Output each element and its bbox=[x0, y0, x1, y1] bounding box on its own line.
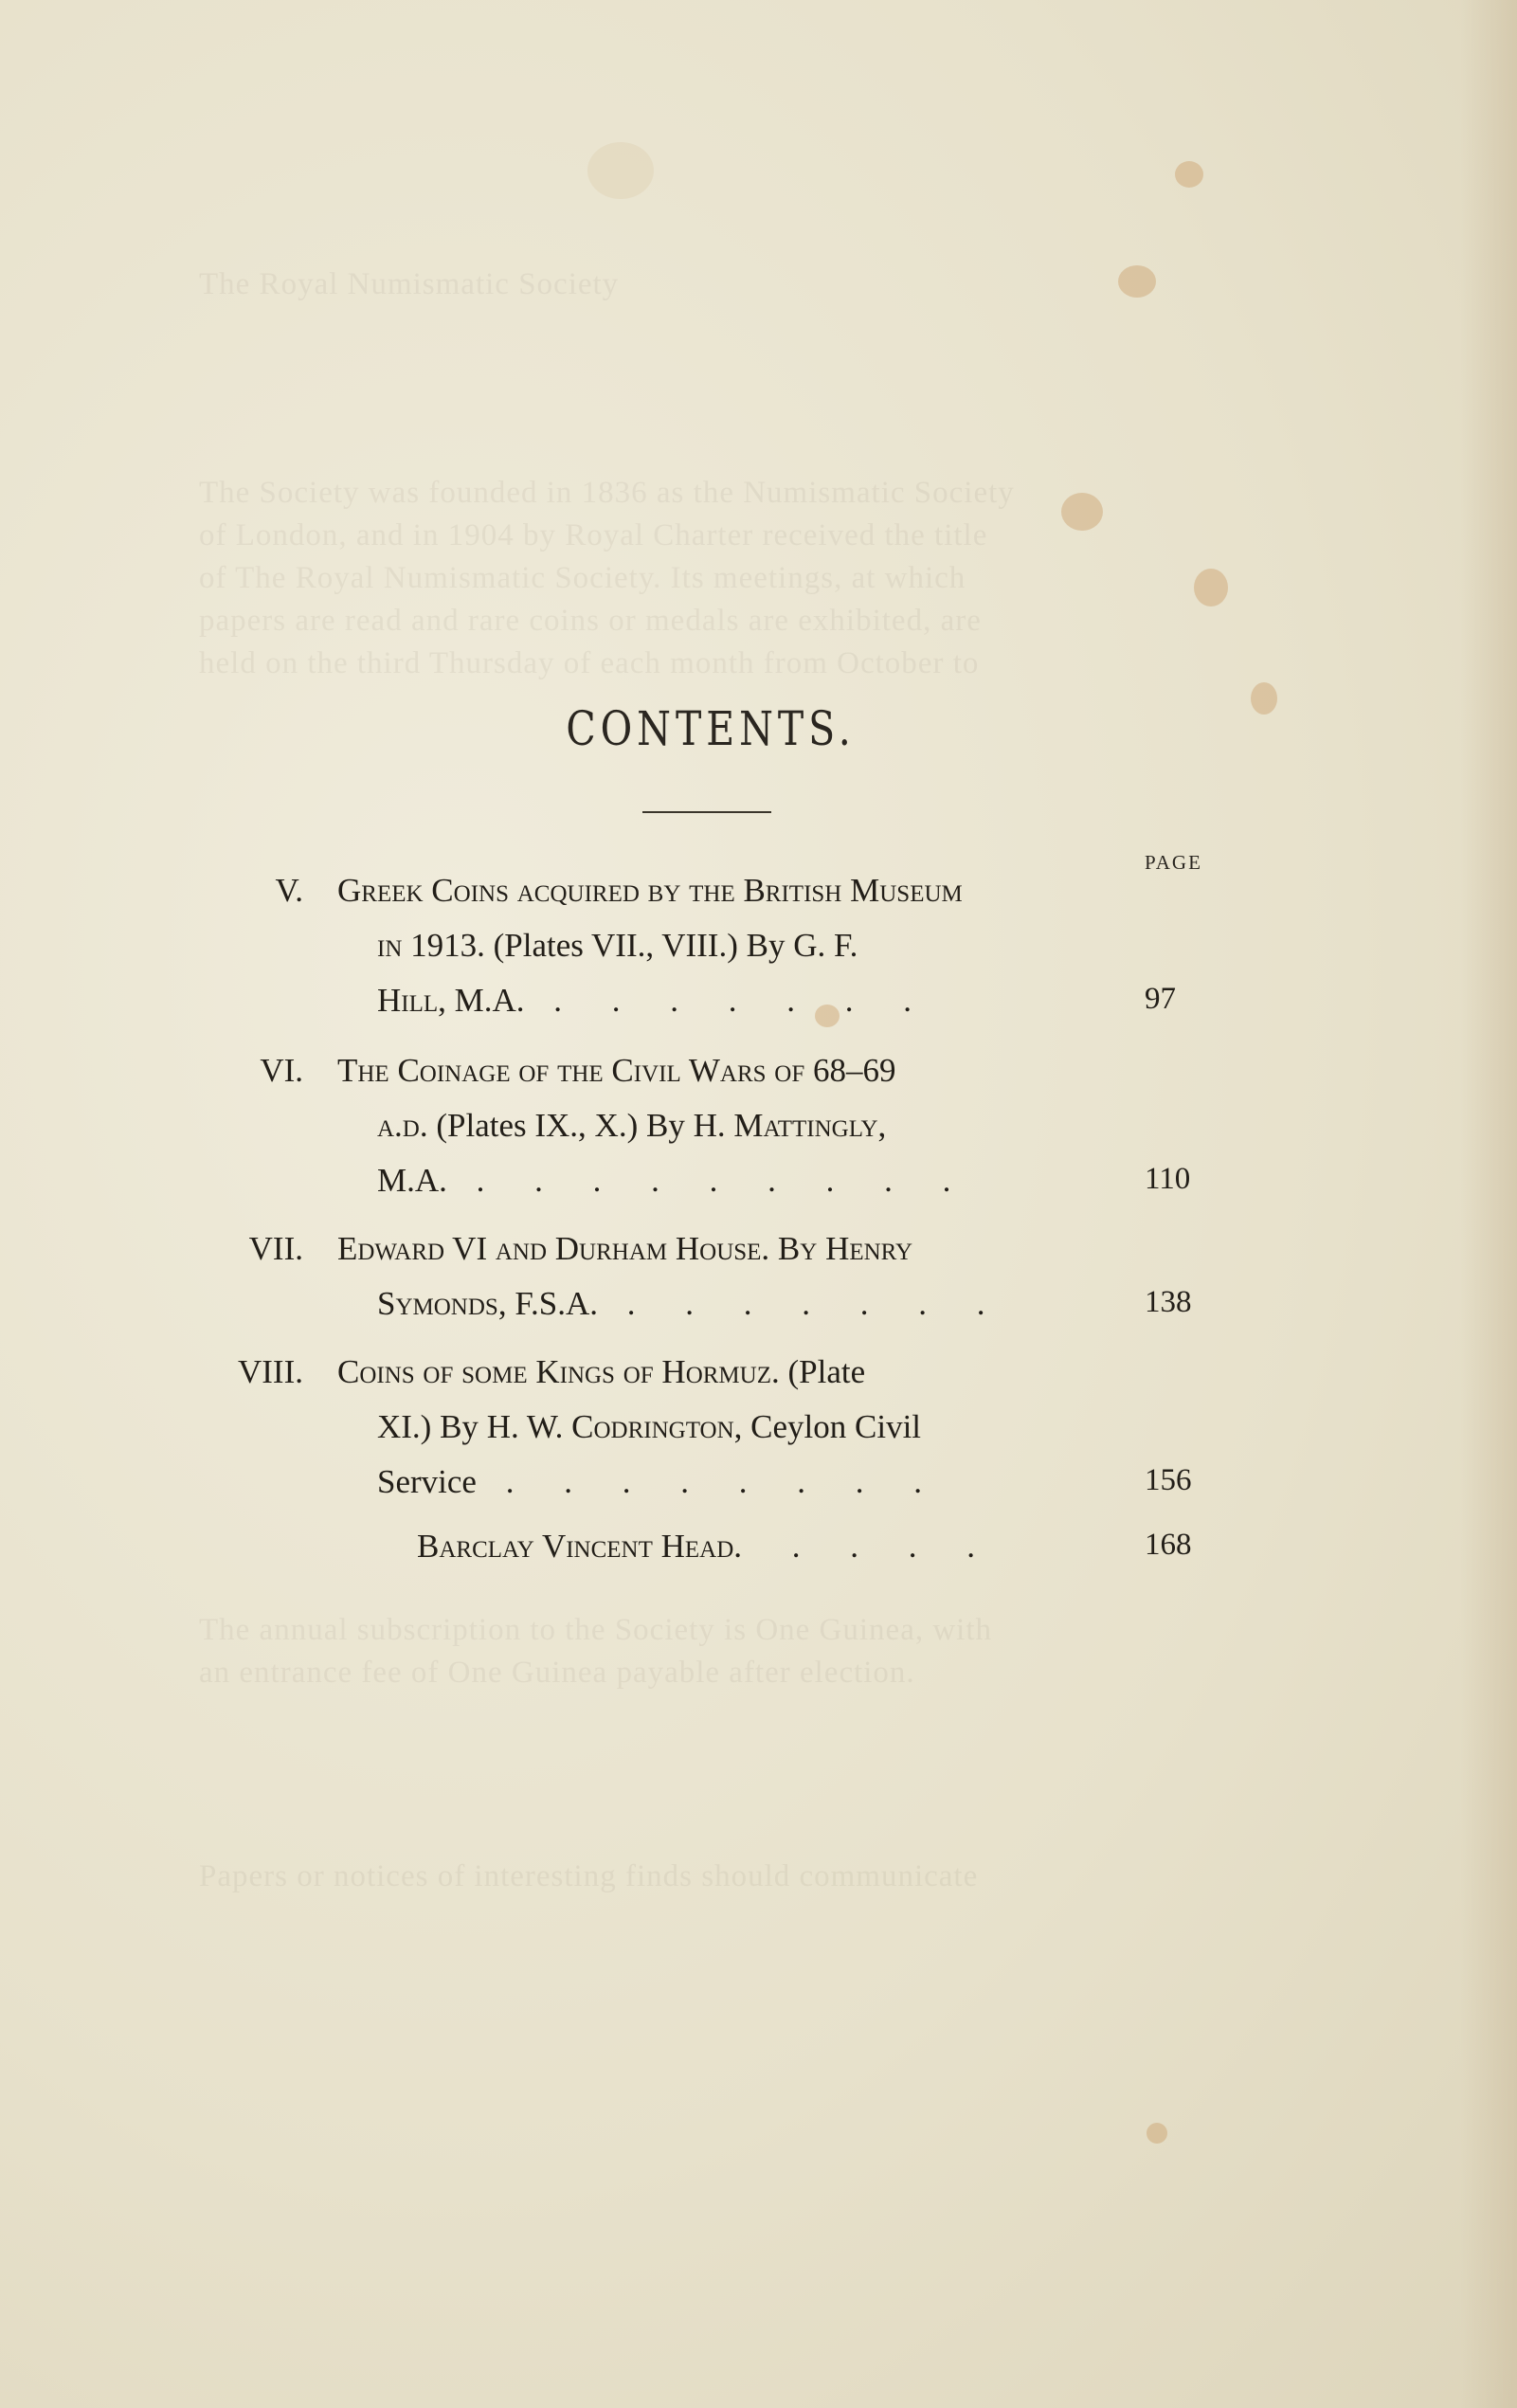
entry-text-fragment: H. Mattingly, bbox=[693, 1107, 887, 1144]
title-divider bbox=[642, 811, 771, 813]
entry-number: VIII. bbox=[238, 1353, 303, 1390]
show-through-text: held on the third Thursday of each month from October to bbox=[199, 646, 980, 680]
entry-text-line bbox=[377, 1463, 943, 1501]
page-number: 110 bbox=[1145, 1162, 1191, 1196]
entry-text-fragment: Service bbox=[377, 1463, 477, 1500]
leader-dots: . . . . . bbox=[733, 1528, 997, 1565]
entry-text-fragment: XI.) By bbox=[377, 1408, 487, 1445]
entry-text-line bbox=[417, 1528, 996, 1566]
show-through-text: Papers or notices of interesting finds should communicate bbox=[199, 1859, 979, 1893]
page-column-header: PAGE bbox=[1145, 851, 1202, 874]
leader-dots: . . . . . . . bbox=[597, 1285, 1006, 1322]
entry-text-fragment: 1913. (Plates VII., VIII.) By bbox=[402, 927, 794, 964]
entry-text-fragment: M.A. bbox=[377, 1162, 447, 1199]
show-through-text: of The Royal Numismatic Society. Its meetings, at which bbox=[199, 561, 966, 595]
entry-text-fragment: in bbox=[377, 927, 403, 964]
entry-text-fragment: Symonds, F.S.A. bbox=[377, 1285, 598, 1322]
page-number: 168 bbox=[1145, 1528, 1192, 1562]
show-through-text: The Society was founded in 1836 as the Numismatic Society bbox=[199, 476, 1015, 510]
entry-text-fragment: Hill, M.A. bbox=[377, 982, 525, 1019]
show-through-text: of London, and in 1904 by Royal Charter received the title bbox=[199, 518, 988, 552]
entry-text-line bbox=[377, 1285, 1005, 1323]
entry-text-fragment: (Plate bbox=[779, 1353, 866, 1390]
entry-number: VII. bbox=[248, 1230, 303, 1267]
page-number: 97 bbox=[1145, 982, 1176, 1016]
foxing-stain bbox=[1175, 161, 1203, 188]
entry-text-line bbox=[337, 1230, 912, 1268]
entry-text-line bbox=[377, 927, 858, 965]
entry-text-fragment: and Durham House. By Henry bbox=[495, 1230, 913, 1267]
entry-text-fragment: H. W. Codrington, bbox=[486, 1408, 743, 1445]
entry-text-line: Greek Coins acquired by the British Museum bbox=[337, 872, 963, 909]
entry-text-fragment: Coins of some Kings of Hormuz. bbox=[337, 1353, 780, 1390]
entry-text-fragment: Barclay Vincent Head bbox=[417, 1528, 734, 1565]
entry-text-line bbox=[377, 982, 932, 1020]
entry-number: VI. bbox=[260, 1052, 303, 1089]
entry-text-fragment: G. F. bbox=[793, 927, 858, 964]
show-through-text: The Royal Numismatic Society bbox=[199, 267, 620, 301]
entry-text-line bbox=[377, 1408, 921, 1446]
show-through-text: papers are read and rare coins or medals are exhibited, are bbox=[199, 604, 982, 638]
entry-text-fragment: Ceylon Civil bbox=[742, 1408, 922, 1445]
foxing-stain bbox=[1147, 2123, 1167, 2144]
entry-text-line bbox=[377, 1162, 971, 1200]
entry-number: V. bbox=[275, 872, 303, 909]
leader-dots: . . . . . . . bbox=[524, 982, 933, 1019]
page-number: 138 bbox=[1145, 1285, 1192, 1319]
page-number: 156 bbox=[1145, 1463, 1192, 1497]
show-through-text: an entrance fee of One Guinea payable after election. bbox=[199, 1656, 915, 1690]
entry-text-line bbox=[337, 1353, 865, 1391]
entry-text-fragment: a.d. bbox=[377, 1107, 428, 1144]
entry-text-fragment: VI bbox=[444, 1230, 496, 1267]
show-through-text: The annual subscription to the Society is One Guinea, with bbox=[199, 1613, 993, 1647]
foxing-stain bbox=[587, 142, 654, 199]
entry-text-line bbox=[377, 1107, 886, 1145]
entry-text-fragment: (Plates IX., X.) By bbox=[427, 1107, 694, 1144]
page-title: CONTENTS. bbox=[566, 701, 856, 756]
entry-text-line: The Coinage of the Civil Wars of 68–69 bbox=[337, 1052, 896, 1089]
leader-dots: . . . . . . . . bbox=[476, 1463, 943, 1500]
leader-dots: . . . . . . . . . bbox=[446, 1162, 972, 1199]
page-edge-shading bbox=[1460, 0, 1517, 2408]
entry-text-fragment: Edward bbox=[337, 1230, 445, 1267]
